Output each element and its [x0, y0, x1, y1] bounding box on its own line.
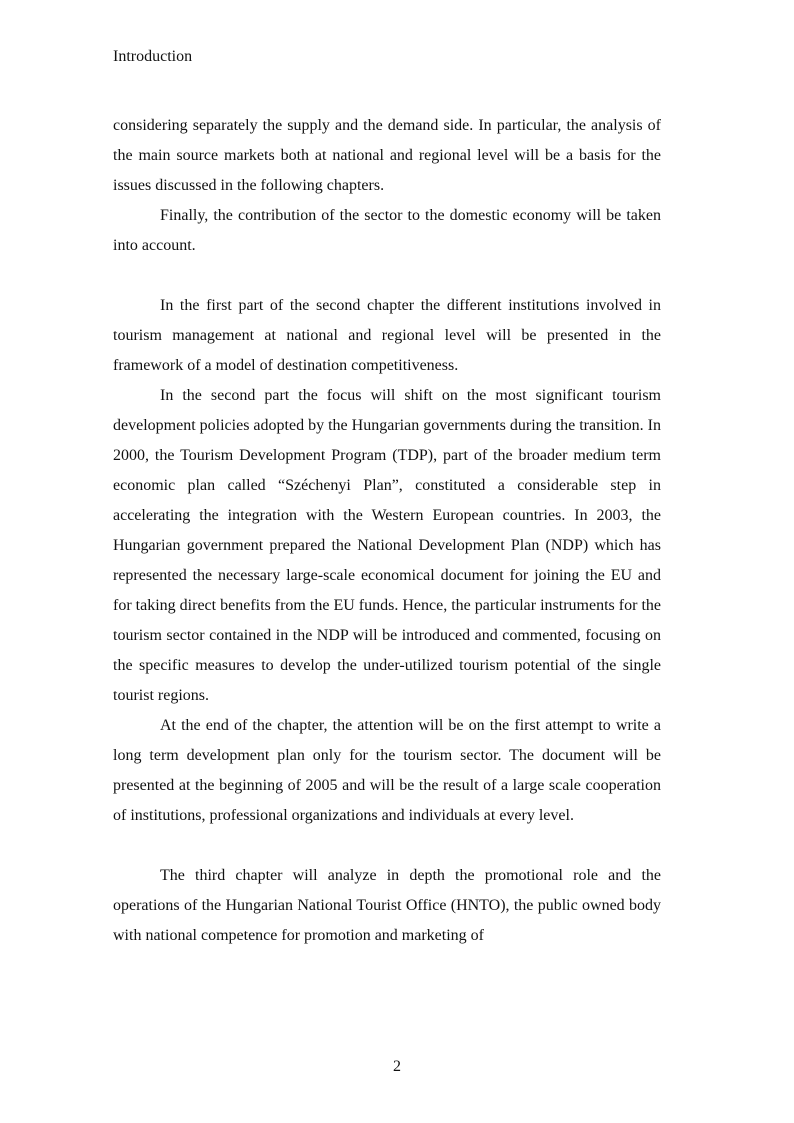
paragraph: considering separately the supply and the demand side. In particular, the analysis of the main source markets both at national and regional level will be a basis for the issues discussed in the following chapters.: [113, 117, 661, 194]
paragraph: The third chapter will analyze in depth the promotional role and the operations of the Hungarian National Tourist Office (HNTO), the public owned body with national competence for promotion and marketing of: [113, 867, 661, 944]
body-text: [113, 111, 661, 951]
running-header: Introduction: [113, 48, 193, 65]
page-number: 2: [393, 1058, 401, 1075]
paragraph: In the first part of the second chapter the different institutions involved in tourism management at national and regional level will be presented in the framework of a model of destination competitiveness.: [113, 297, 661, 374]
paragraph: In the second part the focus will shift on the most significant tourism development policies adopted by the Hungarian governments during the transition. In 2000, the Tourism Development Program (TDP), part of the broader medium term economic plan called “Széchenyi Plan”, constituted a considerable step in accelerating the integration with the Western European countries. In 2003, the Hungarian government prepared the National Development Plan (NDP) which has represented the necessary large-scale economical document for joining the EU and for taking direct benefits from the EU funds. Hence, the particular instruments for the tourism sector contained in the NDP will be introduced and commented, focusing on the specific measures to develop the under-utilized tourism potential of the single tourist regions.: [113, 387, 661, 704]
paragraph: Finally, the contribution of the sector to the domestic economy will be taken into account.: [113, 207, 661, 254]
paragraph: At the end of the chapter, the attention will be on the first attempt to write a long term development plan only for the tourism sector. The document will be presented at the beginning of 2005 and will be the result of a large scale cooperation of institutions, professional organizations and individuals at every level.: [113, 717, 661, 824]
